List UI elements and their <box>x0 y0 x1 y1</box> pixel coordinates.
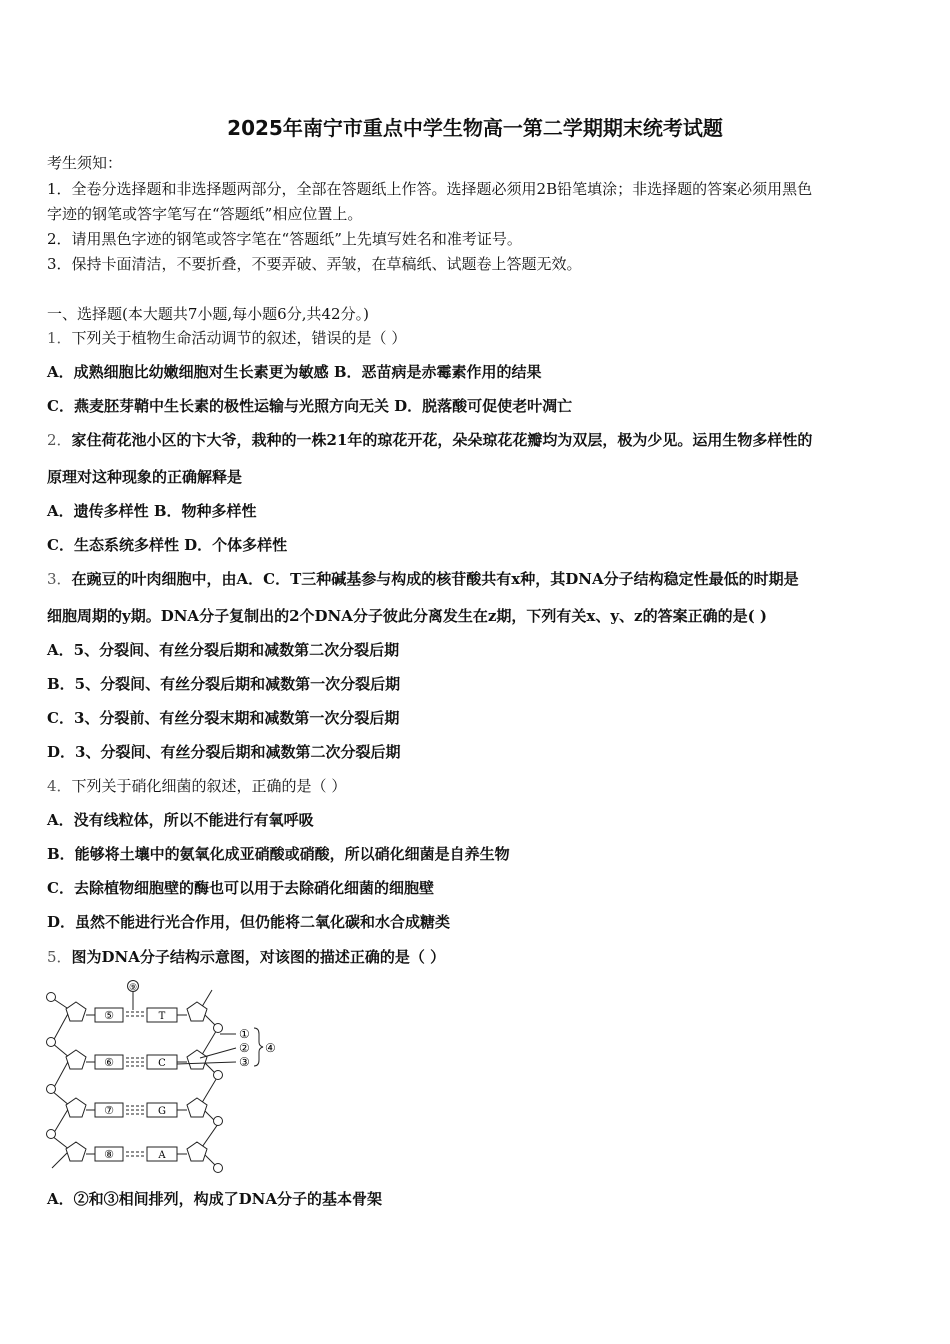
figure-left-base-label: ⑥ <box>104 1056 114 1069</box>
question-3-option-b: B．5、分裂间、有丝分裂后期和减数第一次分裂后期 <box>47 675 401 693</box>
figure-side-label: ③ <box>239 1055 250 1069</box>
question-2-options-row: C．生态系统多样性 D．个体多样性 <box>47 536 288 554</box>
notice-item: 3．保持卡面清洁，不要折叠，不要弄破、弄皱，在草稿纸、试题卷上答题无效。 <box>47 255 582 273</box>
figure-right-base-label: A <box>158 1150 166 1161</box>
figure-side-label: ① <box>239 1027 250 1041</box>
notice-heading: 考生须知： <box>47 154 123 172</box>
dna-structure-figure <box>40 978 290 1180</box>
question-4-stem: 4．下列关于硝化细菌的叙述，正确的是（ ） <box>47 777 347 795</box>
question-3-option-a: A．5、分裂间、有丝分裂后期和减数第二次分裂后期 <box>47 641 400 659</box>
figure-label-9: ⑨ <box>128 983 138 993</box>
figure-right-base-label: G <box>158 1106 166 1117</box>
question-number: 5． <box>47 948 72 966</box>
question-1-options-row: A．成熟细胞比幼嫩细胞对生长素更为敏感 B．恶苗病是赤霉素作用的结果 <box>47 363 542 381</box>
question-3-stem: 3．在豌豆的叶肉细胞中，由A．C．T三种碱基参与构成的核苷酸共有x种，其DNA分子结构稳定性最低的时期是 <box>47 570 799 588</box>
question-2-options-row: A．遗传多样性 B．物种多样性 <box>47 502 257 520</box>
question-3-option-d: D．3、分裂间、有丝分裂后期和减数第二次分裂后期 <box>47 743 401 761</box>
question-3-stem-cont: 细胞周期的y期。DNA分子复制出的2个DNA分子彼此分离发生在z期，下列有关x、y、z的答案正确的是( ) <box>47 607 767 625</box>
figure-right-base-label: T <box>158 1011 166 1022</box>
figure-left-base-label: ⑦ <box>104 1104 114 1117</box>
question-5-stem: 5．图为DNA分子结构示意图，对该图的描述正确的是（ ） <box>47 948 446 966</box>
question-number: 1． <box>47 329 72 347</box>
page-title: 2025年南宁市重点中学生物高一第二学期期末统考试题 <box>227 116 723 140</box>
notice-item: 1．全卷分选择题和非选择题两部分，全部在答题纸上作答。选择题必须用2B铅笔填涂；非选择题的答案必须用黑色 <box>47 180 813 198</box>
question-2-stem-cont: 原理对这种现象的正确解释是 <box>47 468 243 486</box>
figure-side-label: ② <box>239 1041 250 1055</box>
figure-brace-label: ④ <box>265 1041 276 1055</box>
section-heading: 一、选择题(本大题共7小题,每小题6分,共42分。) <box>47 305 369 323</box>
question-4-option-c: C．去除植物细胞壁的酶也可以用于去除硝化细菌的细胞壁 <box>47 879 434 897</box>
figure-left-base-label: ⑤ <box>104 1009 114 1022</box>
question-2-stem: 2．家住荷花池小区的卞大爷，栽种的一株21年的琼花开花，朵朵琼花花瓣均为双层，极为少见。运用生物多样性的 <box>47 431 813 449</box>
notice-item: 2．请用黑色字迹的钢笔或答字笔在“答题纸”上先填写姓名和准考证号。 <box>47 230 522 248</box>
question-4-option-d: D．虽然不能进行光合作用，但仍能将二氧化碳和水合成糖类 <box>47 913 451 931</box>
question-5-option-a: A．②和③相间排列，构成了DNA分子的基本骨架 <box>47 1190 382 1208</box>
figure-right-base-label: C <box>158 1058 166 1069</box>
question-number: 2． <box>47 431 72 449</box>
notice-item: 字迹的钢笔或答字笔写在“答题纸”相应位置上。 <box>47 205 363 223</box>
question-number: 3． <box>47 570 72 588</box>
question-1-stem: 1．下列关于植物生命活动调节的叙述，错误的是（ ） <box>47 329 407 347</box>
question-4-option-b: B．能够将土壤中的氨氧化成亚硝酸或硝酸，所以硝化细菌是自养生物 <box>47 845 510 863</box>
question-3-option-c: C．3、分裂前、有丝分裂末期和减数第一次分裂后期 <box>47 709 400 727</box>
figure-left-base-label: ⑧ <box>104 1148 114 1161</box>
question-number: 4． <box>47 777 72 795</box>
question-4-option-a: A．没有线粒体，所以不能进行有氧呼吸 <box>47 811 314 829</box>
question-1-options-row: C．燕麦胚芽鞘中生长素的极性运输与光照方向无关 D．脱落酸可促使老叶凋亡 <box>47 397 573 415</box>
